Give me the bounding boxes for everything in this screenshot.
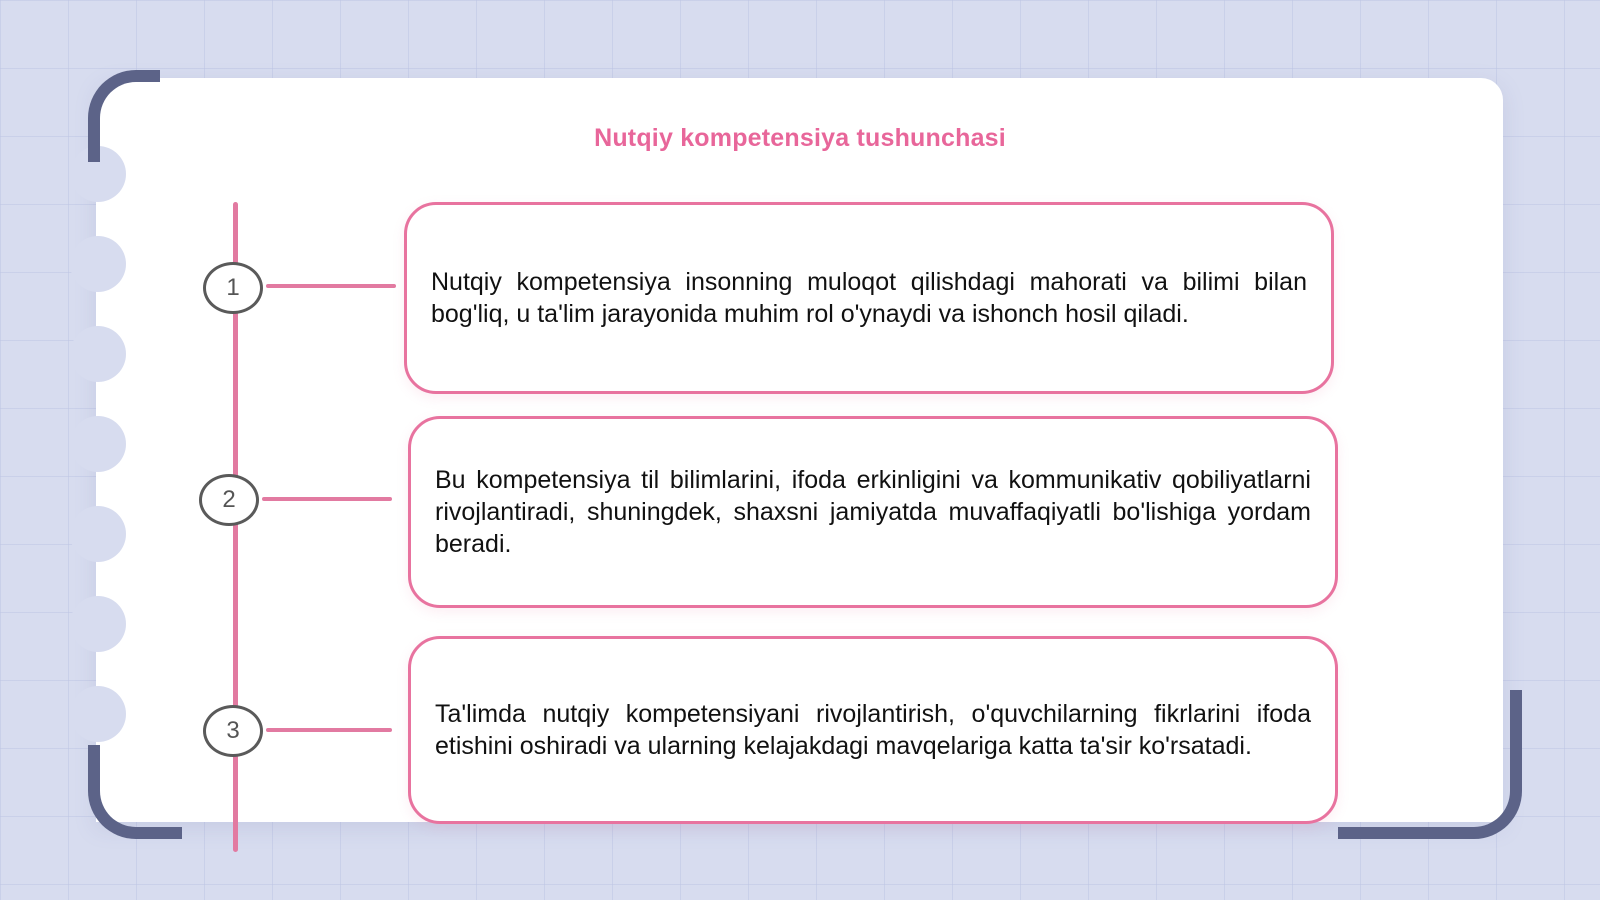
timeline-connector — [266, 284, 396, 288]
card-edge-notch — [70, 686, 126, 742]
step-box — [408, 636, 1338, 824]
card-edge-notch — [70, 596, 126, 652]
step-number-badge: 3 — [203, 705, 263, 757]
step-box — [408, 416, 1338, 608]
corner-bracket-bottom-left — [88, 745, 182, 839]
corner-bracket-bottom-right — [1338, 690, 1522, 839]
step-text: Ta'limda nutqiy kompetensiyani rivojlantirish, o'quvchilarning fikrlarini ifoda etishini oshiradi va ularning kelajakdagi mavqelariga katta ta'sir ko'rsatadi. — [435, 700, 1311, 760]
step-number-badge: 2 — [199, 474, 259, 526]
card-edge-notch — [70, 326, 126, 382]
step-text: Nutqiy kompetensiya insonning muloqot qilishdagi mahorati va bilimi bilan bog'liq, u ta'lim jarayonida muhim rol o'ynaydi va ishonch hosil qiladi. — [431, 268, 1307, 328]
step-text: Bu kompetensiya til bilimlarini, ifoda erkinligini va kommunikativ qobiliyatlarni rivojlantiradi, shuningdek, shaxsni jamiyatda muvaffaqiyatli bo'lishiga yordam beradi. — [435, 466, 1311, 558]
card-edge-notch — [70, 236, 126, 292]
card-edge-notch — [70, 416, 126, 472]
card-edge-notch — [70, 506, 126, 562]
step-number-badge: 1 — [203, 262, 263, 314]
slide-title: Nutqiy kompetensiya tushunchasi — [594, 124, 1006, 152]
step-box — [404, 202, 1334, 394]
timeline-connector — [266, 728, 392, 732]
timeline-connector — [262, 497, 392, 501]
